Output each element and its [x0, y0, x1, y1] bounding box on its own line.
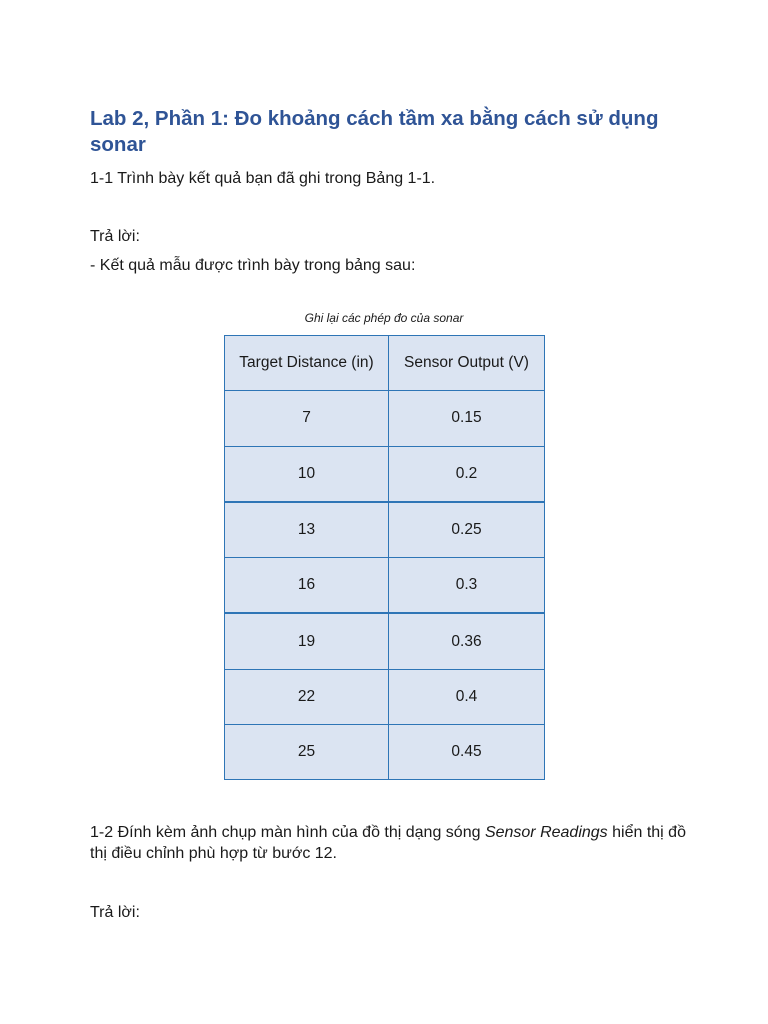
target-distance-cell: 13: [225, 502, 389, 558]
sonar-measurements-table: [224, 335, 545, 780]
column-header-target-distance: Target Distance (in): [225, 336, 389, 391]
target-distance-cell: 10: [225, 446, 389, 502]
table-row: [225, 446, 545, 502]
column-header-sensor-output: Sensor Output (V): [389, 336, 545, 391]
table-caption: Ghi lại các phép đo của sonar: [304, 311, 464, 325]
answer-label-1: Trả lời:: [90, 228, 140, 245]
sensor-readings-term: Sensor Readings: [484, 824, 608, 841]
target-distance-cell: 22: [225, 669, 389, 724]
question-1-1: 1-1 Trình bày kết quả bạn đã ghi trong Bảng 1-1.: [90, 170, 436, 187]
table-row: [225, 613, 545, 669]
table-row: [225, 725, 545, 780]
table-header-row: [225, 336, 545, 391]
page-title: Lab 2, Phần 1: Đo khoảng cách tầm xa bằng cách sử dụng sonar: [90, 107, 659, 156]
target-distance-cell: 19: [225, 613, 389, 669]
table-row: [225, 669, 545, 724]
target-distance-cell: 16: [225, 558, 389, 614]
question-1-2-text-end: hiển thị đồ thị điều chỉnh phù hợp từ bước 12.: [90, 824, 686, 862]
sensor-output-cell: 0.15: [389, 391, 545, 446]
answer-label-2: Trả lời:: [90, 904, 140, 921]
sensor-output-cell: 0.2: [389, 446, 545, 502]
table-row: [225, 558, 545, 614]
table-row: [225, 391, 545, 446]
question-1-2-text: 1-2 Đính kèm ảnh chụp màn hình của đồ thị dạng sóng: [90, 824, 485, 841]
table-row: [225, 502, 545, 558]
answer-text-1: - Kết quả mẫu được trình bày trong bảng sau:: [90, 257, 416, 274]
sensor-output-cell: 0.36: [389, 613, 545, 669]
sensor-output-cell: 0.45: [389, 725, 545, 780]
question-1-2: [90, 822, 690, 864]
sensor-output-cell: 0.25: [389, 502, 545, 558]
sensor-output-cell: 0.4: [389, 669, 545, 724]
target-distance-cell: 25: [225, 725, 389, 780]
target-distance-cell: 7: [225, 391, 389, 446]
sensor-output-cell: 0.3: [389, 558, 545, 614]
